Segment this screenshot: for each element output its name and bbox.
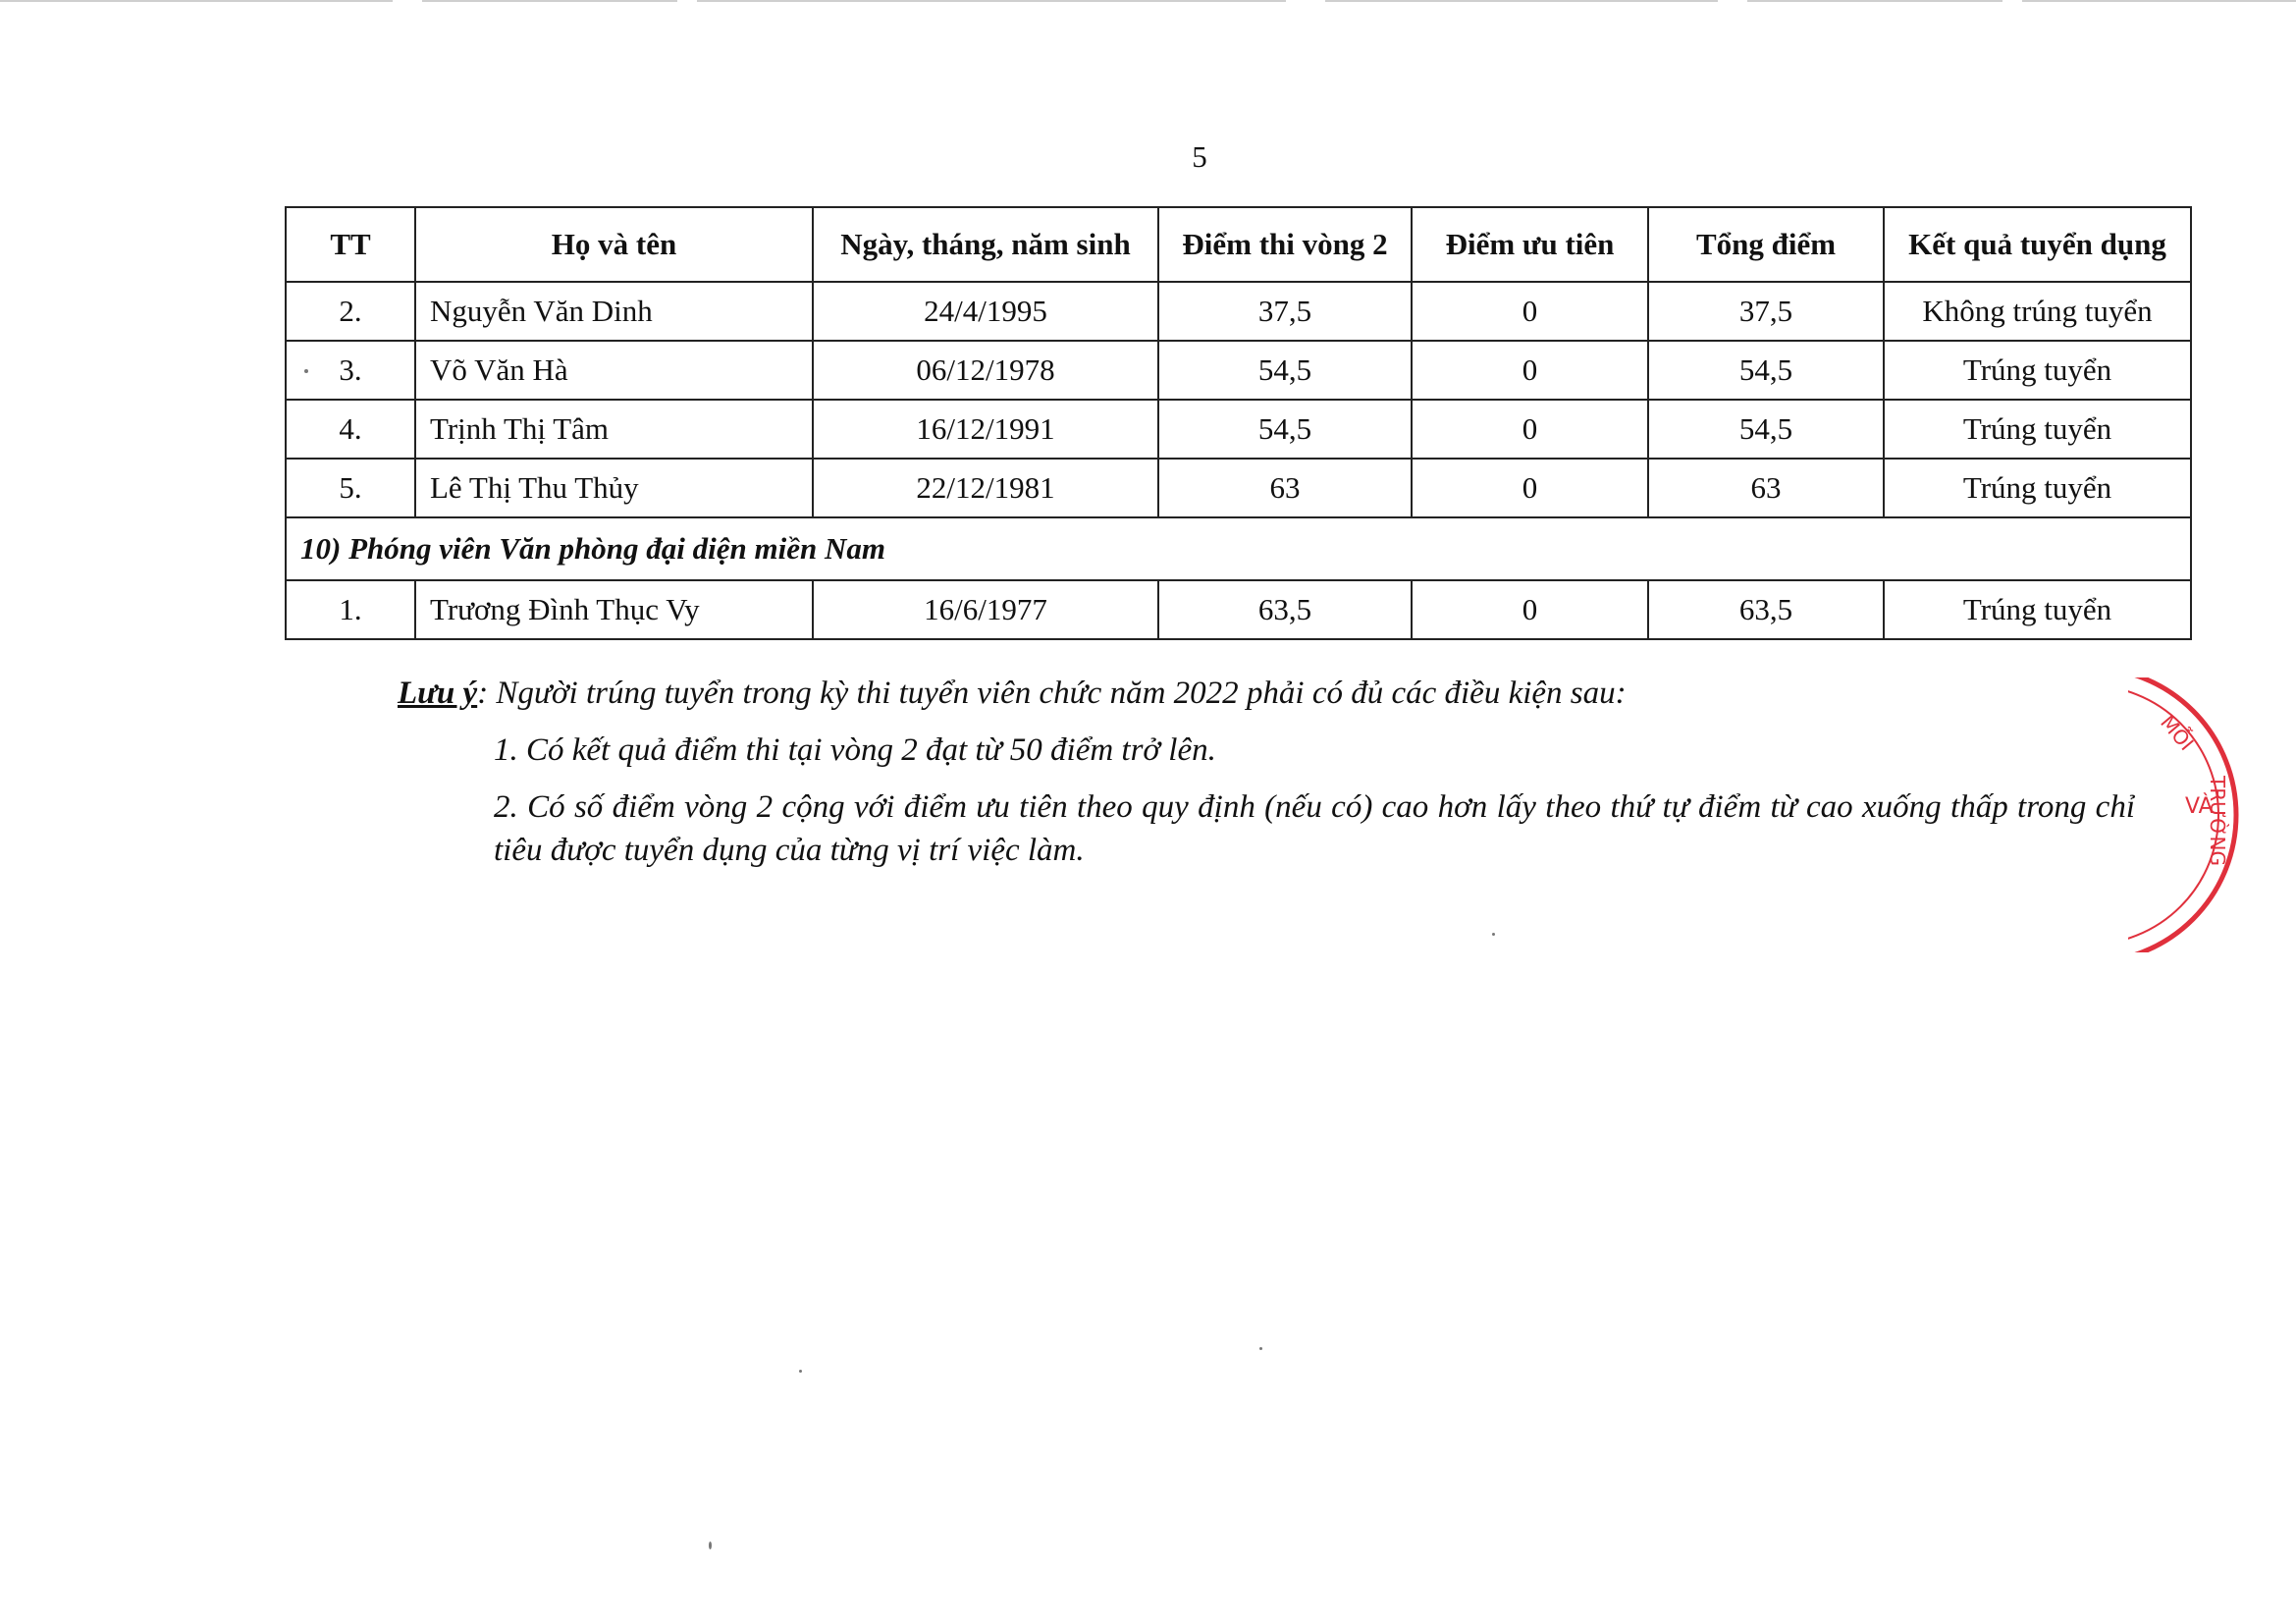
- cell-result: Không trúng tuyển: [1884, 282, 2191, 341]
- note-heading: Lưu ý: [398, 676, 478, 711]
- note-intro-text: : Người trúng tuyển trong kỳ thi tuyển viên chức năm 2022 phải có đủ các điều kiện sau:: [477, 676, 1627, 711]
- cell-tt: 2.: [286, 282, 415, 341]
- table-row: [286, 282, 2191, 341]
- scan-speck: [709, 1542, 712, 1549]
- cell-tt: 5.: [286, 459, 415, 517]
- cell-priority-score: 0: [1412, 459, 1648, 517]
- cell-total-score: 54,5: [1648, 341, 1884, 400]
- cell-round2-score: 63: [1158, 459, 1412, 517]
- stamp-fragment: TRƯỜNG: [2206, 776, 2229, 866]
- header-tt: TT: [286, 207, 415, 282]
- table-row: [286, 459, 2191, 517]
- cell-dob: 16/12/1991: [813, 400, 1158, 459]
- cell-priority-score: 0: [1412, 282, 1648, 341]
- cell-tt: 1.: [286, 580, 415, 639]
- scan-edge-line: [0, 0, 2296, 3]
- header-priority-score: Điểm ưu tiên: [1412, 207, 1648, 282]
- cell-total-score: 63,5: [1648, 580, 1884, 639]
- table-header-row: [286, 207, 2191, 282]
- cell-result: Trúng tuyển: [1884, 341, 2191, 400]
- header-round2-score: Điểm thi vòng 2: [1158, 207, 1412, 282]
- cell-dob: 22/12/1981: [813, 459, 1158, 517]
- scan-speck: [1492, 933, 1495, 936]
- page-number: 5: [1192, 139, 1207, 174]
- stamp-fragment: MỖI: [2156, 710, 2199, 756]
- cell-round2-score: 54,5: [1158, 400, 1412, 459]
- cell-name: Võ Văn Hà: [415, 341, 813, 400]
- red-seal-stamp: [2128, 677, 2246, 952]
- table-row: [286, 341, 2191, 400]
- header-total-score: Tổng điểm: [1648, 207, 1884, 282]
- header-name: Họ và tên: [415, 207, 813, 282]
- cell-name: Trịnh Thị Tâm: [415, 400, 813, 459]
- results-table: [285, 206, 2192, 640]
- cell-priority-score: 0: [1412, 580, 1648, 639]
- cell-result: Trúng tuyển: [1884, 400, 2191, 459]
- scan-speck: [799, 1370, 802, 1373]
- cell-total-score: 63: [1648, 459, 1884, 517]
- note-item: 1. Có kết quả điểm thi tại vòng 2 đạt từ 50 điểm trở lên.: [494, 732, 1216, 768]
- cell-dob: 24/4/1995: [813, 282, 1158, 341]
- cell-round2-score: 54,5: [1158, 341, 1412, 400]
- note-item: 2. Có số điểm vòng 2 cộng với điểm ưu tiên theo quy định (nếu có) cao hơn lấy theo thứ tự điểm từ cao xuống thấp trong chỉ tiêu được tuyển dụng của từng vị trí việc làm.: [494, 789, 2135, 868]
- table-row: [286, 400, 2191, 459]
- cell-result: Trúng tuyển: [1884, 459, 2191, 517]
- header-result: Kết quả tuyển dụng: [1884, 207, 2191, 282]
- cell-priority-score: 0: [1412, 400, 1648, 459]
- cell-name: Lê Thị Thu Thủy: [415, 459, 813, 517]
- cell-tt: 3.: [286, 341, 415, 400]
- section-title: 10) Phóng viên Văn phòng đại diện miền Nam: [286, 517, 2191, 580]
- cell-dob: 16/6/1977: [813, 580, 1158, 639]
- cell-total-score: 37,5: [1648, 282, 1884, 341]
- cell-name: Nguyễn Văn Dinh: [415, 282, 813, 341]
- scan-speck: [1259, 1347, 1262, 1350]
- stamp-fragment: VÀ: [2185, 794, 2214, 819]
- cell-name: Trương Đình Thục Vy: [415, 580, 813, 639]
- cell-total-score: 54,5: [1648, 400, 1884, 459]
- cell-tt: 4.: [286, 400, 415, 459]
- scan-speck: [304, 369, 308, 373]
- section-row: [286, 517, 2191, 580]
- cell-round2-score: 37,5: [1158, 282, 1412, 341]
- cell-result: Trúng tuyển: [1884, 580, 2191, 639]
- table-row: [286, 580, 2191, 639]
- cell-priority-score: 0: [1412, 341, 1648, 400]
- header-dob: Ngày, tháng, năm sinh: [813, 207, 1158, 282]
- cell-round2-score: 63,5: [1158, 580, 1412, 639]
- notes-block: [398, 672, 2135, 886]
- note-intro: [398, 672, 2135, 715]
- cell-dob: 06/12/1978: [813, 341, 1158, 400]
